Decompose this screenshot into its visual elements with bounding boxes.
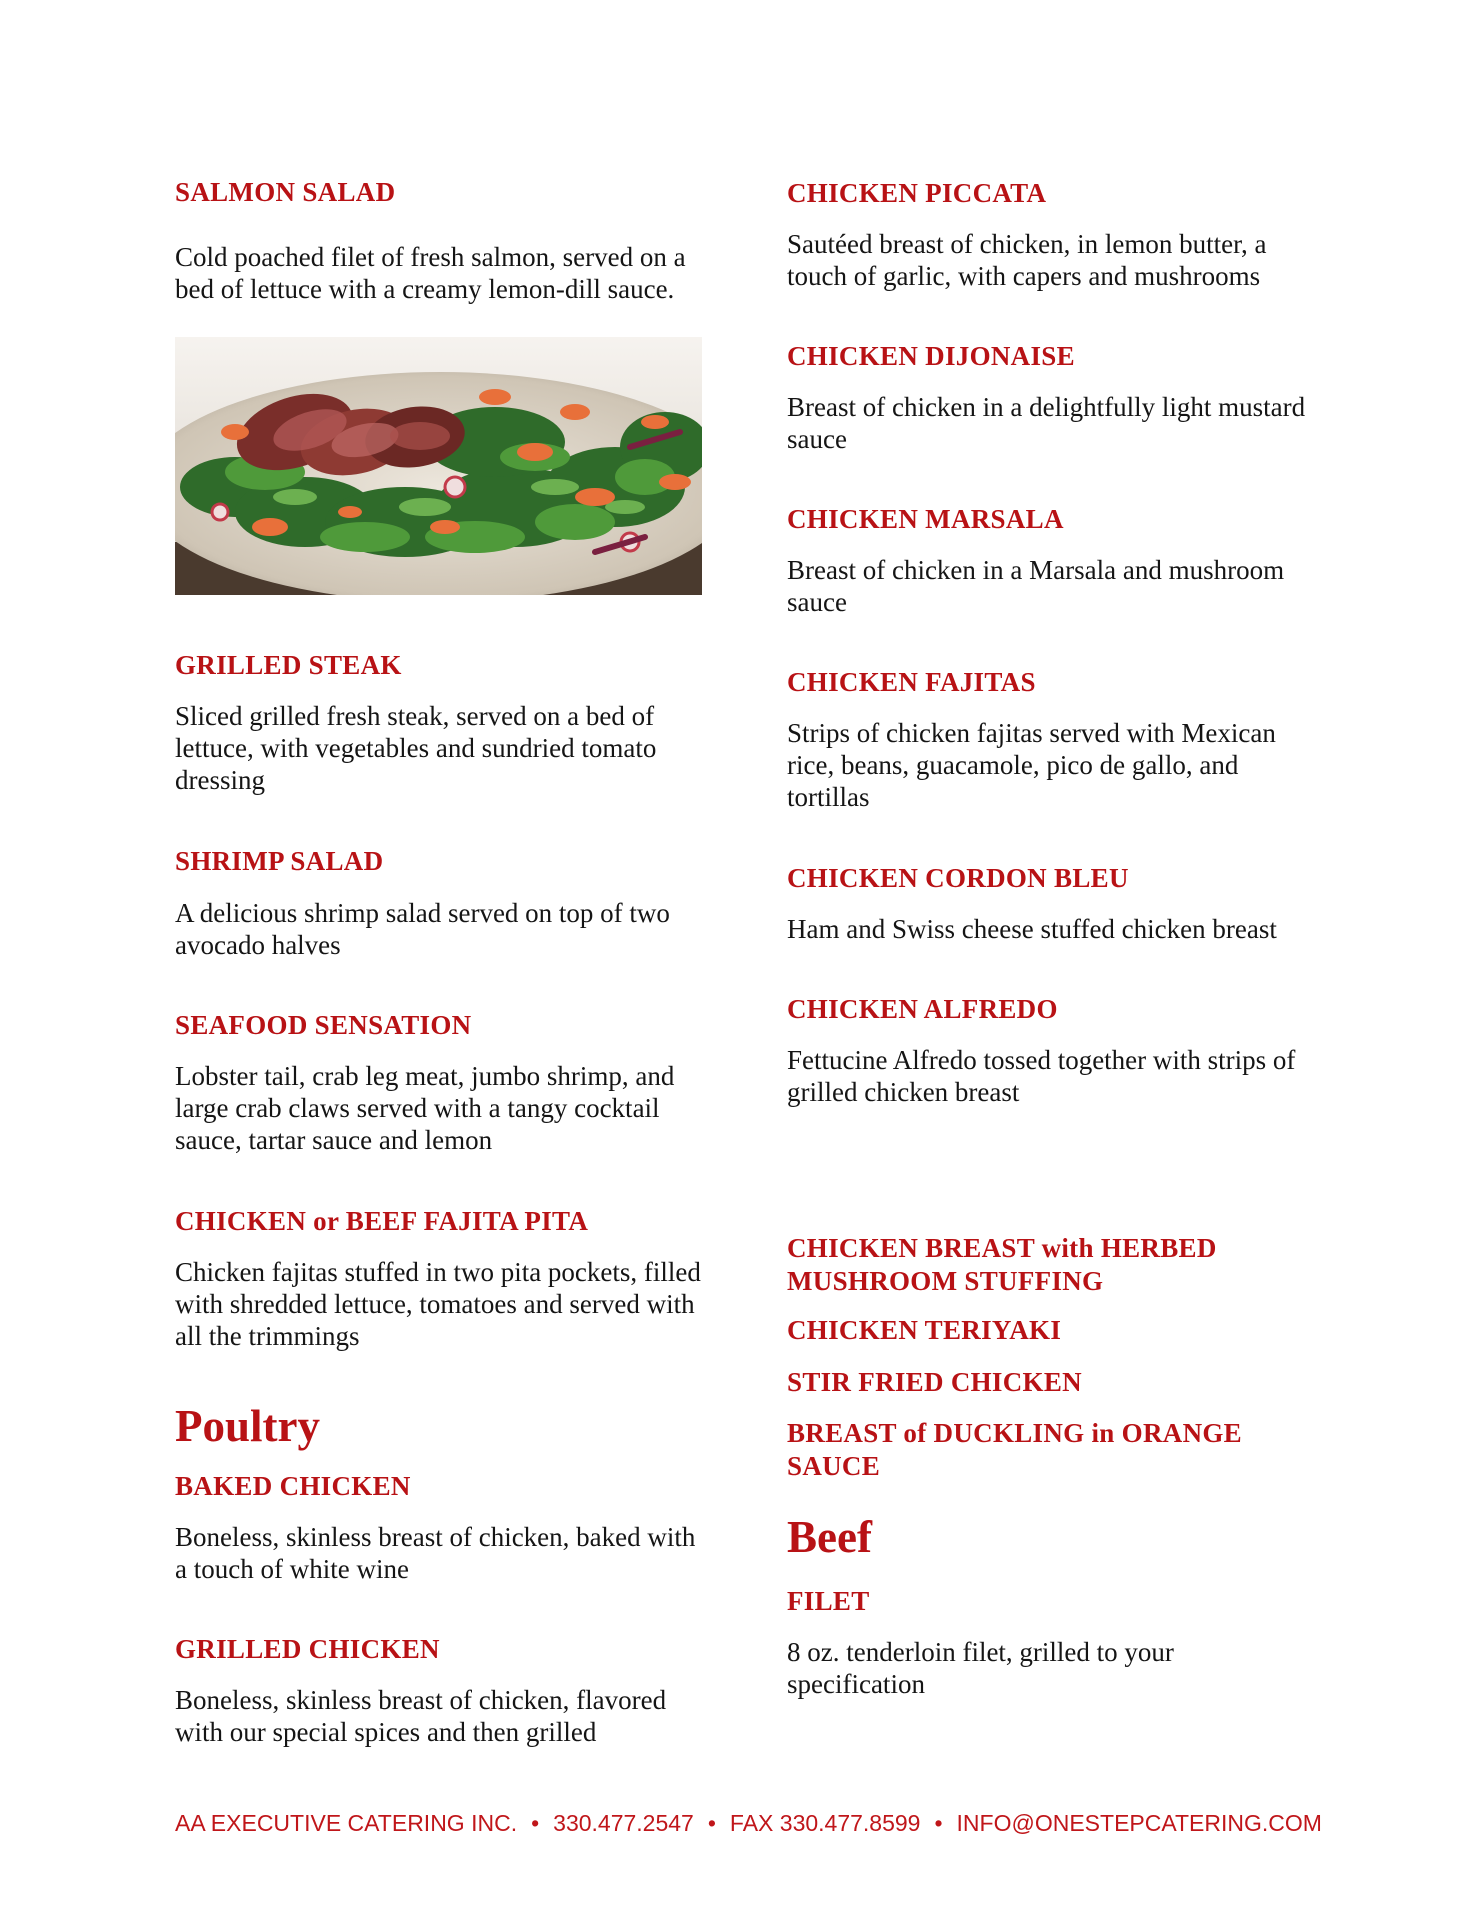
- grilled-chicken-description: Boneless, skinless breast of chicken, flavored with our special spices and then grilled: [175, 1685, 667, 1747]
- chicken-fajitas-description: Strips of chicken fajitas served with Mexican rice, beans, guacamole, pico de gallo, and tortillas: [787, 718, 1276, 812]
- seafood-sensation-description: Lobster tail, crab leg meat, jumbo shrimp, and large crab claws served with a tangy cocktail sauce, tartar sauce and lemon: [175, 1061, 675, 1155]
- chicken-piccata-description: Sautéed breast of chicken, in lemon butter, a touch of garlic, with capers and mushrooms: [787, 229, 1267, 291]
- grilled-steak-description: Sliced grilled fresh steak, served on a bed of lettuce, with vegetables and sundried tomato dressing: [175, 701, 657, 795]
- footer-contact: [175, 1808, 1325, 1838]
- baked-chicken-description: Boneless, skinless breast of chicken, baked with a touch of white wine: [175, 1522, 696, 1584]
- chicken-cordon-bleu-description: Ham and Swiss cheese stuffed chicken breast: [787, 914, 1277, 944]
- chicken-alfredo-title: CHICKEN ALFREDO: [787, 994, 1058, 1024]
- salmon-salad-description: Cold poached filet of fresh salmon, served on a bed of lettuce with a creamy lemon-dill sauce.: [175, 242, 686, 304]
- fajita-pita-description: Chicken fajitas stuffed in two pita pockets, filled with shredded lettuce, tomatoes and served with all the trimmings: [175, 1257, 701, 1351]
- chicken-marsala-title: CHICKEN MARSALA: [787, 504, 1064, 534]
- chicken-cordon-bleu-title: CHICKEN CORDON BLEU: [787, 863, 1129, 893]
- shrimp-salad-title: SHRIMP SALAD: [175, 846, 384, 876]
- chicken-piccata-title: CHICKEN PICCATA: [787, 178, 1047, 208]
- footer-separator: •: [531, 1810, 540, 1836]
- chicken-alfredo-description: Fettucine Alfredo tossed together with strips of grilled chicken breast: [787, 1045, 1296, 1107]
- baked-chicken-title: BAKED CHICKEN: [175, 1471, 411, 1501]
- duckling-orange-title: BREAST of DUCKLING in ORANGE SAUCE: [787, 1418, 1242, 1481]
- chicken-teriyaki-title: CHICKEN TERIYAKI: [787, 1315, 1062, 1345]
- footer-fax: FAX 330.477.8599: [729, 1810, 921, 1836]
- footer-separator: •: [707, 1810, 716, 1836]
- shrimp-salad-description: A delicious shrimp salad served on top of two avocado halves: [175, 898, 670, 960]
- steak-salad-photo: [175, 337, 702, 595]
- chicken-marsala-description: Breast of chicken in a Marsala and mushroom sauce: [787, 555, 1285, 617]
- filet-title: FILET: [787, 1586, 870, 1616]
- seafood-sensation-title: SEAFOOD SENSATION: [175, 1010, 472, 1040]
- beef-heading: Beef: [787, 1512, 872, 1562]
- chicken-dijonaise-title: CHICKEN DIJONAISE: [787, 341, 1075, 371]
- chicken-fajitas-title: CHICKEN FAJITAS: [787, 667, 1036, 697]
- salmon-salad-title: SALMON SALAD: [175, 177, 396, 207]
- footer-company: AA EXECUTIVE CATERING INC.: [175, 1810, 518, 1836]
- footer-separator: •: [934, 1810, 943, 1836]
- chicken-herbed-stuffing-title: CHICKEN BREAST with HERBED MUSHROOM STUFFING: [787, 1233, 1217, 1296]
- footer-email[interactable]: INFO@ONESTEPCATERING.COM: [956, 1810, 1322, 1836]
- stir-fried-chicken-title: STIR FRIED CHICKEN: [787, 1367, 1082, 1397]
- grilled-chicken-title: GRILLED CHICKEN: [175, 1634, 440, 1664]
- footer-phone: 330.477.2547: [553, 1810, 694, 1836]
- grilled-steak-title: GRILLED STEAK: [175, 650, 402, 680]
- fajita-pita-title: CHICKEN or BEEF FAJITA PITA: [175, 1206, 589, 1236]
- filet-description: 8 oz. tenderloin filet, grilled to your specification: [787, 1637, 1174, 1699]
- steak-salad-illustration: [175, 337, 702, 595]
- chicken-dijonaise-description: Breast of chicken in a delightfully light mustard sauce: [787, 392, 1306, 454]
- poultry-heading: Poultry: [175, 1401, 320, 1451]
